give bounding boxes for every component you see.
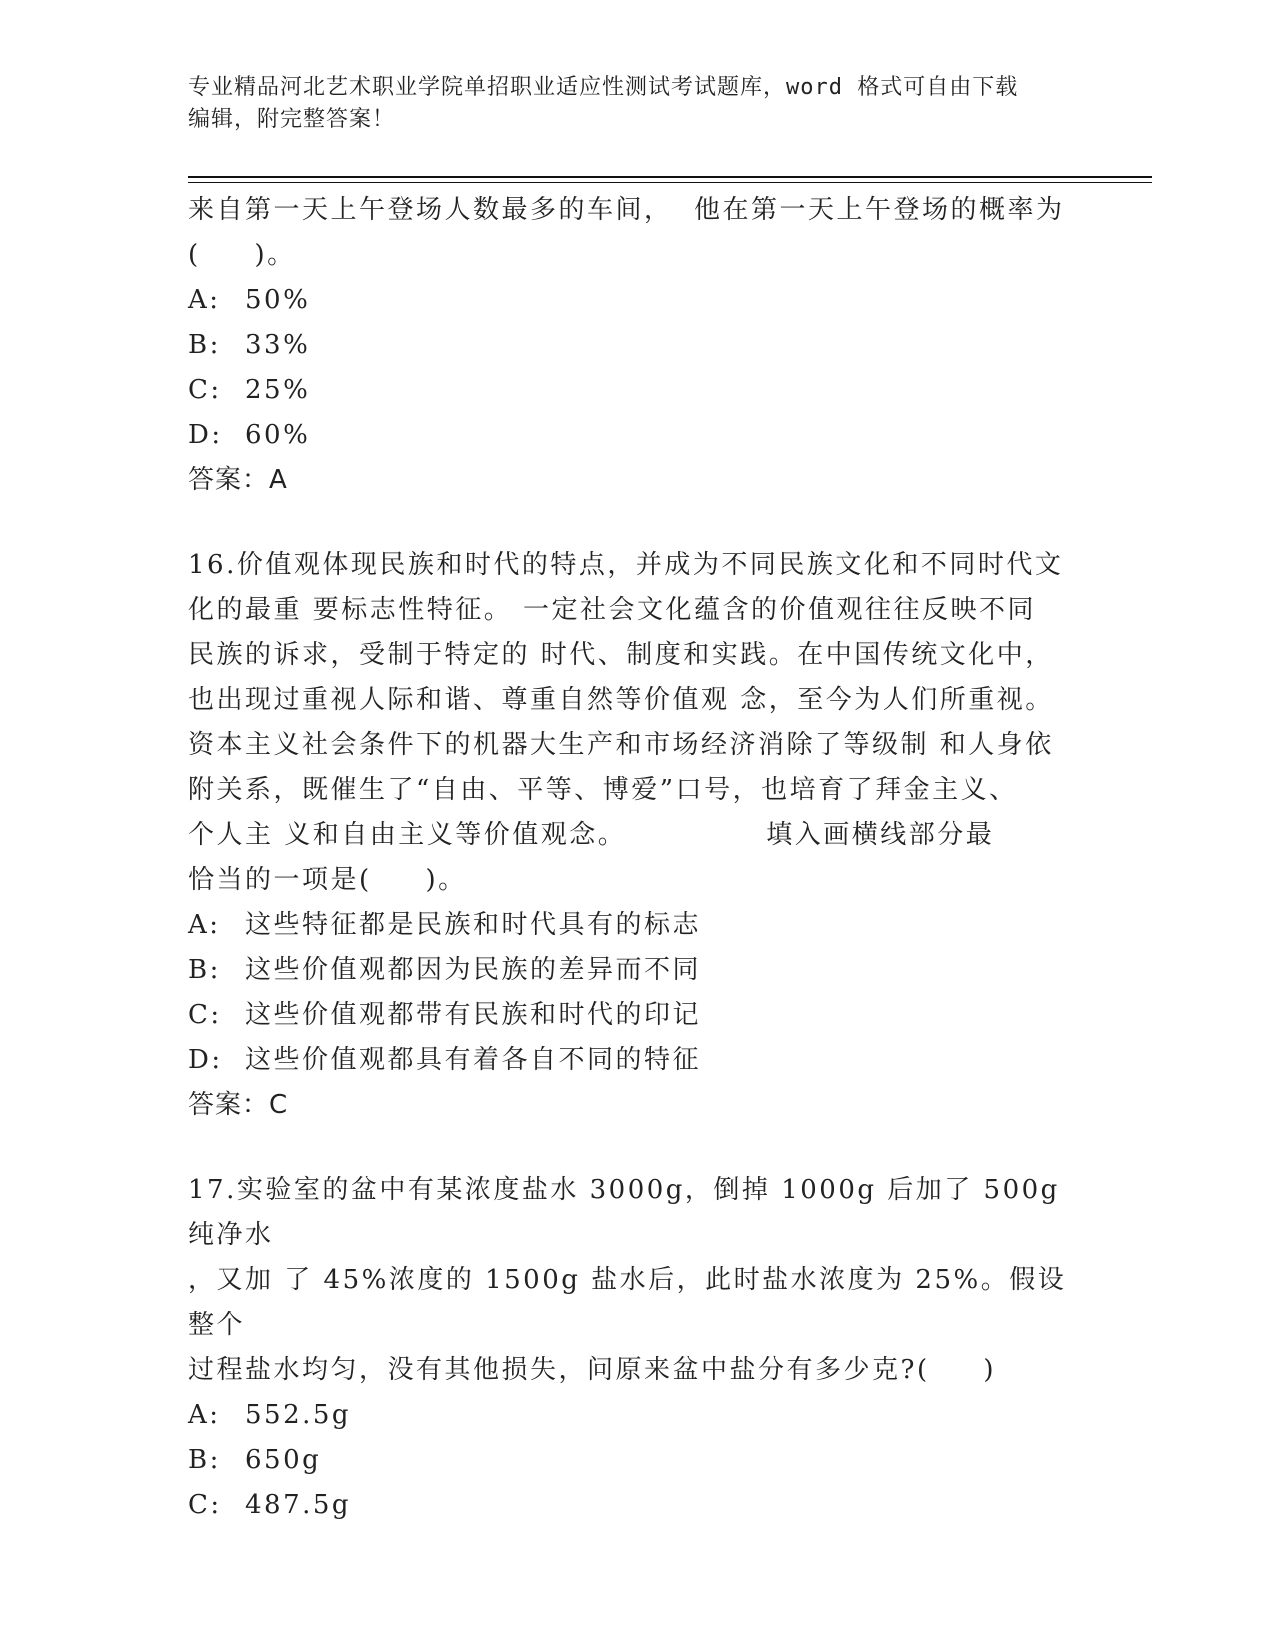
question-stem-line: 过程盐水均匀，没有其他损失，问原来盆中盐分有多少克?( ) bbox=[188, 1355, 997, 1385]
option-a bbox=[188, 903, 1088, 948]
header-line-2: 编辑，附完整答案！ bbox=[188, 107, 396, 132]
option-letter: B: bbox=[188, 1445, 221, 1475]
question-stem-line: 恰当的一项是( )。 bbox=[188, 865, 467, 895]
option-b bbox=[188, 948, 1088, 993]
question-stem-line: 民族的诉求，受制于特定的 时代、制度和实践。在中国传统文化中， bbox=[188, 640, 1054, 670]
question-17 bbox=[188, 1168, 1088, 1528]
option-text: 这些特征都是民族和时代具有的标志 bbox=[245, 910, 702, 940]
option-letter: C: bbox=[188, 375, 222, 405]
question-stem-line: 附关系，既催生了“自由、平等、博爱”口号，也培育了拜金主义、 bbox=[188, 775, 1018, 805]
document-header bbox=[188, 72, 1088, 136]
answer-line: 答案：C bbox=[188, 1090, 289, 1120]
question-stem-line: 化的最重 要标志性特征。 一定社会文化蕴含的价值观往往反映不同 bbox=[188, 595, 1037, 625]
header-rule-thin bbox=[188, 182, 1152, 183]
option-c bbox=[188, 368, 1088, 413]
header-line-1: 专业精品河北艺术职业学院单招职业适应性测试考试题库，word 格式可自由下载 bbox=[188, 75, 1019, 100]
option-d bbox=[188, 1038, 1088, 1083]
option-d bbox=[188, 413, 1088, 458]
option-text: 552.5g bbox=[245, 1400, 352, 1430]
document-body bbox=[188, 188, 1088, 1568]
option-c bbox=[188, 1483, 1088, 1528]
option-text: 650g bbox=[245, 1445, 322, 1475]
option-text: 25% bbox=[245, 375, 311, 405]
question-stem-line: 资本主义社会条件下的机器大生产和市场经济消除了等级制 和人身依 bbox=[188, 730, 1054, 760]
question-stem-line: ，又加 了 45%浓度的 1500g 盐水后，此时盐水浓度为 25%。假设整个 bbox=[188, 1265, 1067, 1340]
option-letter: A: bbox=[188, 910, 221, 940]
header-rule-thick bbox=[188, 176, 1152, 178]
question-stem-line: 也出现过重视人际和谐、尊重自然等价值观 念，至今为人们所重视。 bbox=[188, 685, 1054, 715]
answer-line: 答案：A bbox=[188, 465, 288, 495]
option-text: 这些价值观都具有着各自不同的特征 bbox=[245, 1045, 702, 1075]
option-c bbox=[188, 993, 1088, 1038]
option-letter: C: bbox=[188, 1490, 222, 1520]
option-text: 60% bbox=[245, 420, 311, 450]
option-letter: D: bbox=[188, 420, 223, 450]
option-letter: A: bbox=[188, 1400, 221, 1430]
option-letter: B: bbox=[188, 955, 221, 985]
question-stem-line: 来自第一天上午登场人数最多的车间， 他在第一天上午登场的概率为 bbox=[188, 195, 1065, 225]
option-letter: B: bbox=[188, 330, 221, 360]
option-text: 这些价值观都因为民族的差异而不同 bbox=[245, 955, 702, 985]
option-letter: D: bbox=[188, 1045, 223, 1075]
question-stem-line: 个人主 义和自由主义等价值观念。 填入画横线部分最 bbox=[188, 820, 995, 850]
question-stem-line: 17.实验室的盆中有某浓度盐水 3000g，倒掉 1000g 后加了 500g 纯净水 bbox=[188, 1175, 1071, 1250]
option-letter: C: bbox=[188, 1000, 222, 1030]
option-letter: A: bbox=[188, 285, 221, 315]
option-text: 这些价值观都带有民族和时代的印记 bbox=[245, 1000, 702, 1030]
option-a bbox=[188, 1393, 1088, 1438]
question-15 bbox=[188, 188, 1088, 503]
option-text: 33% bbox=[245, 330, 311, 360]
option-a bbox=[188, 278, 1088, 323]
option-text: 50% bbox=[245, 285, 311, 315]
question-16 bbox=[188, 543, 1088, 1128]
option-text: 487.5g bbox=[245, 1490, 352, 1520]
option-b bbox=[188, 323, 1088, 368]
question-stem-line: 16.价值观体现民族和时代的特点，并成为不同民族文化和不同时代文 bbox=[188, 550, 1064, 580]
question-stem-line: ( )。 bbox=[188, 240, 296, 270]
option-b bbox=[188, 1438, 1088, 1483]
